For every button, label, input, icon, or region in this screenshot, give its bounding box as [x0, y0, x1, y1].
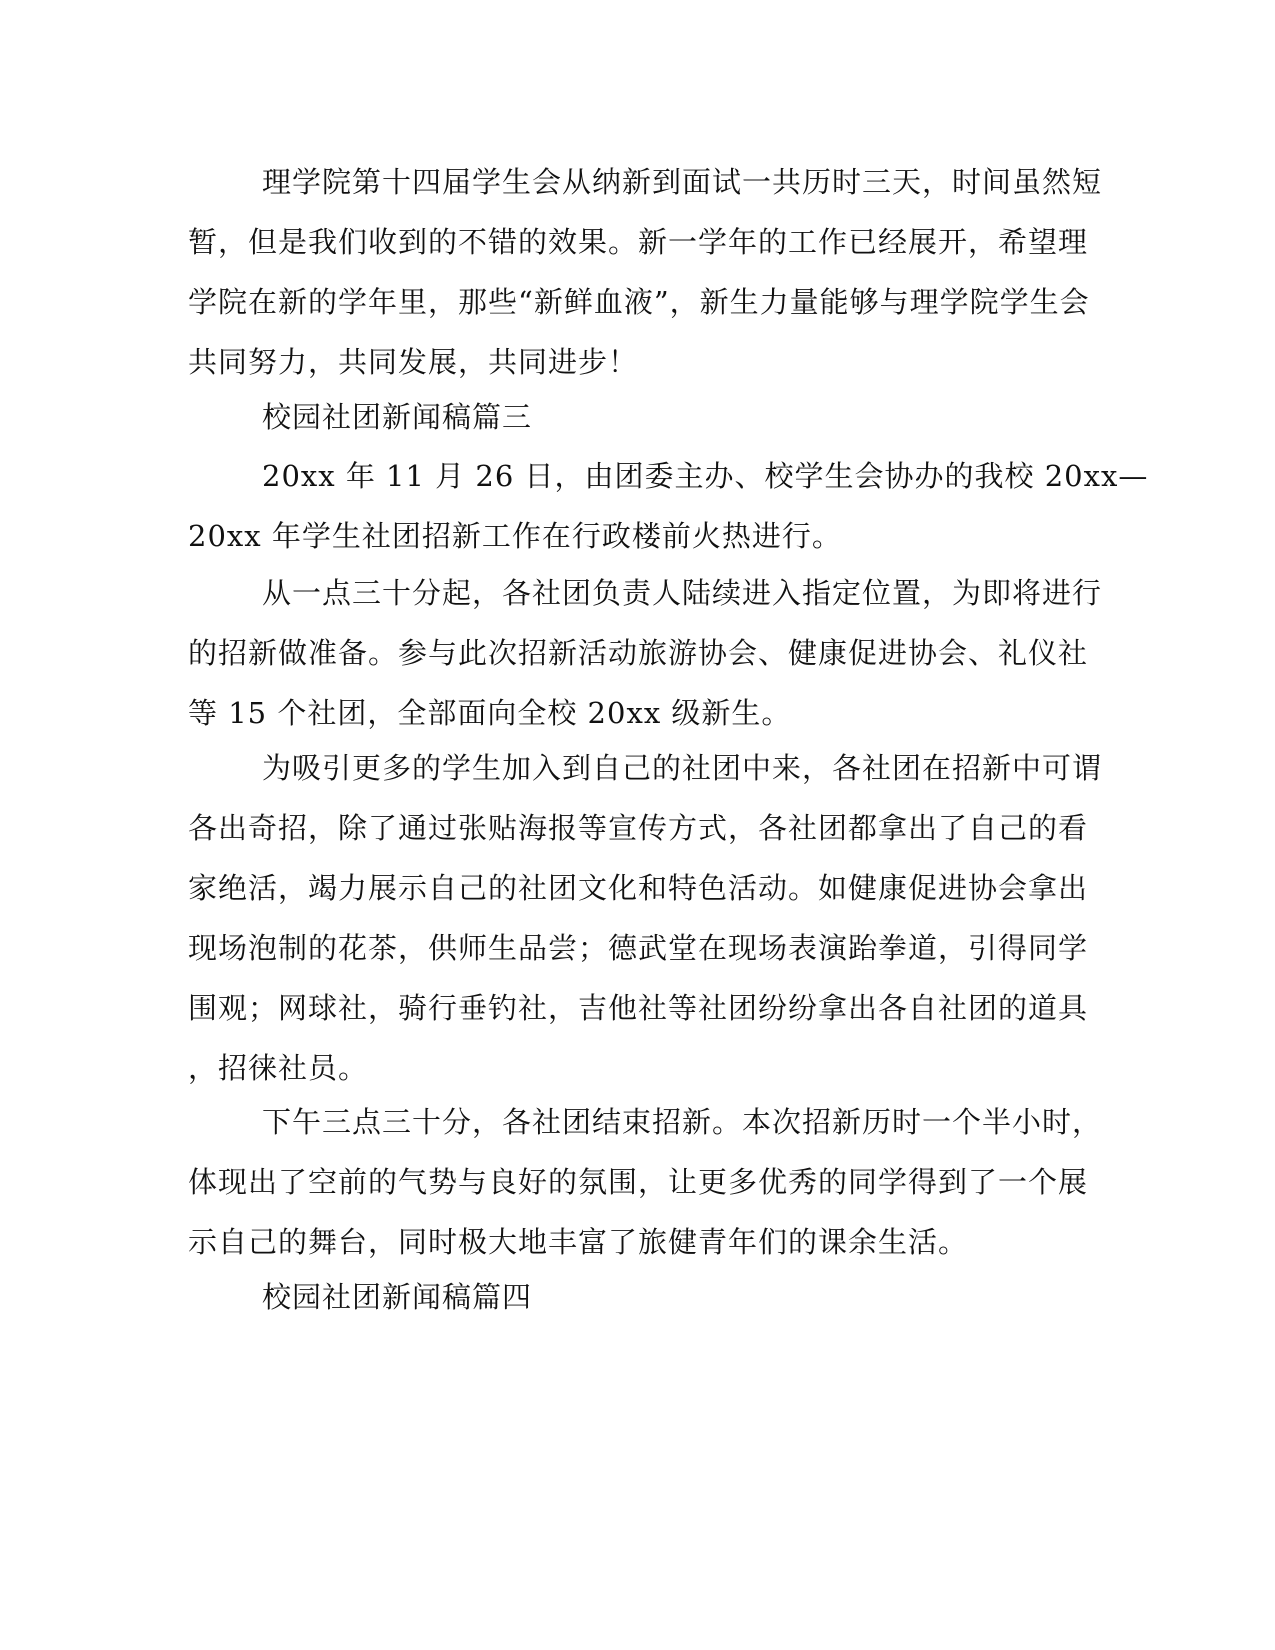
text-line: 现场泡制的花茶，供师生品尝；德武堂在现场表演跆拳道，引得同学 [188, 931, 1089, 965]
text-line: 围观；网球社，骑行垂钓社，吉他社等社团纷纷拿出各自社团的道具 [188, 991, 1089, 1025]
text-line: 示自己的舞台，同时极大地丰富了旅健青年们的课余生活。 [188, 1225, 969, 1259]
text-line: 共同努力，共同发展，共同进步！ [188, 345, 639, 379]
section-heading-part-three [188, 387, 1078, 447]
paragraph-club-activities [188, 738, 1103, 1098]
text-line: 家绝活，竭力展示自己的社团文化和特色活动。如健康促进协会拿出 [188, 871, 1089, 905]
text-line: 等 15 个社团，全部面向全校 20xx 级新生。 [188, 696, 792, 730]
text-line: 20xx 年学生社团招新工作在行政楼前火热进行。 [188, 519, 842, 553]
section-heading: 校园社团新闻稿篇三 [262, 400, 533, 434]
text-line: 体现出了空前的气势与良好的氛围，让更多优秀的同学得到了一个展 [188, 1165, 1089, 1199]
text-line: 的招新做准备。参与此次招新活动旅游协会、健康促进协会、礼仪社 [188, 636, 1089, 670]
section-heading: 校园社团新闻稿篇四 [262, 1280, 533, 1314]
text-line: 下午三点三十分，各社团结束招新。本次招新历时一个半小时， [262, 1105, 1103, 1139]
paragraph-recruitment-date [188, 446, 1149, 566]
text-line: 各出奇招，除了通过张贴海报等宣传方式，各社团都拿出了自己的看 [188, 811, 1089, 845]
section-heading-part-four [188, 1267, 1078, 1327]
paragraph-conclusion [188, 1092, 1103, 1272]
text-line: 20xx 年 11 月 26 日，由团委主办、校学生会协办的我校 20xx— [262, 459, 1149, 493]
paragraph-student-union-summary [188, 152, 1103, 392]
text-line: 理学院第十四届学生会从纳新到面试一共历时三天，时间虽然短 [262, 165, 1103, 199]
paragraph-preparation [188, 563, 1103, 743]
text-line: 为吸引更多的学生加入到自己的社团中来，各社团在招新中可谓 [262, 751, 1103, 785]
text-line: 学院在新的学年里，那些“新鲜血液”，新生力量能够与理学院学生会 [188, 285, 1090, 319]
text-line: ，招徕社员。 [188, 1051, 369, 1085]
text-line: 从一点三十分起，各社团负责人陆续进入指定位置，为即将进行 [262, 576, 1103, 610]
text-line: 暂，但是我们收到的不错的效果。新一学年的工作已经展开，希望理 [188, 225, 1089, 259]
